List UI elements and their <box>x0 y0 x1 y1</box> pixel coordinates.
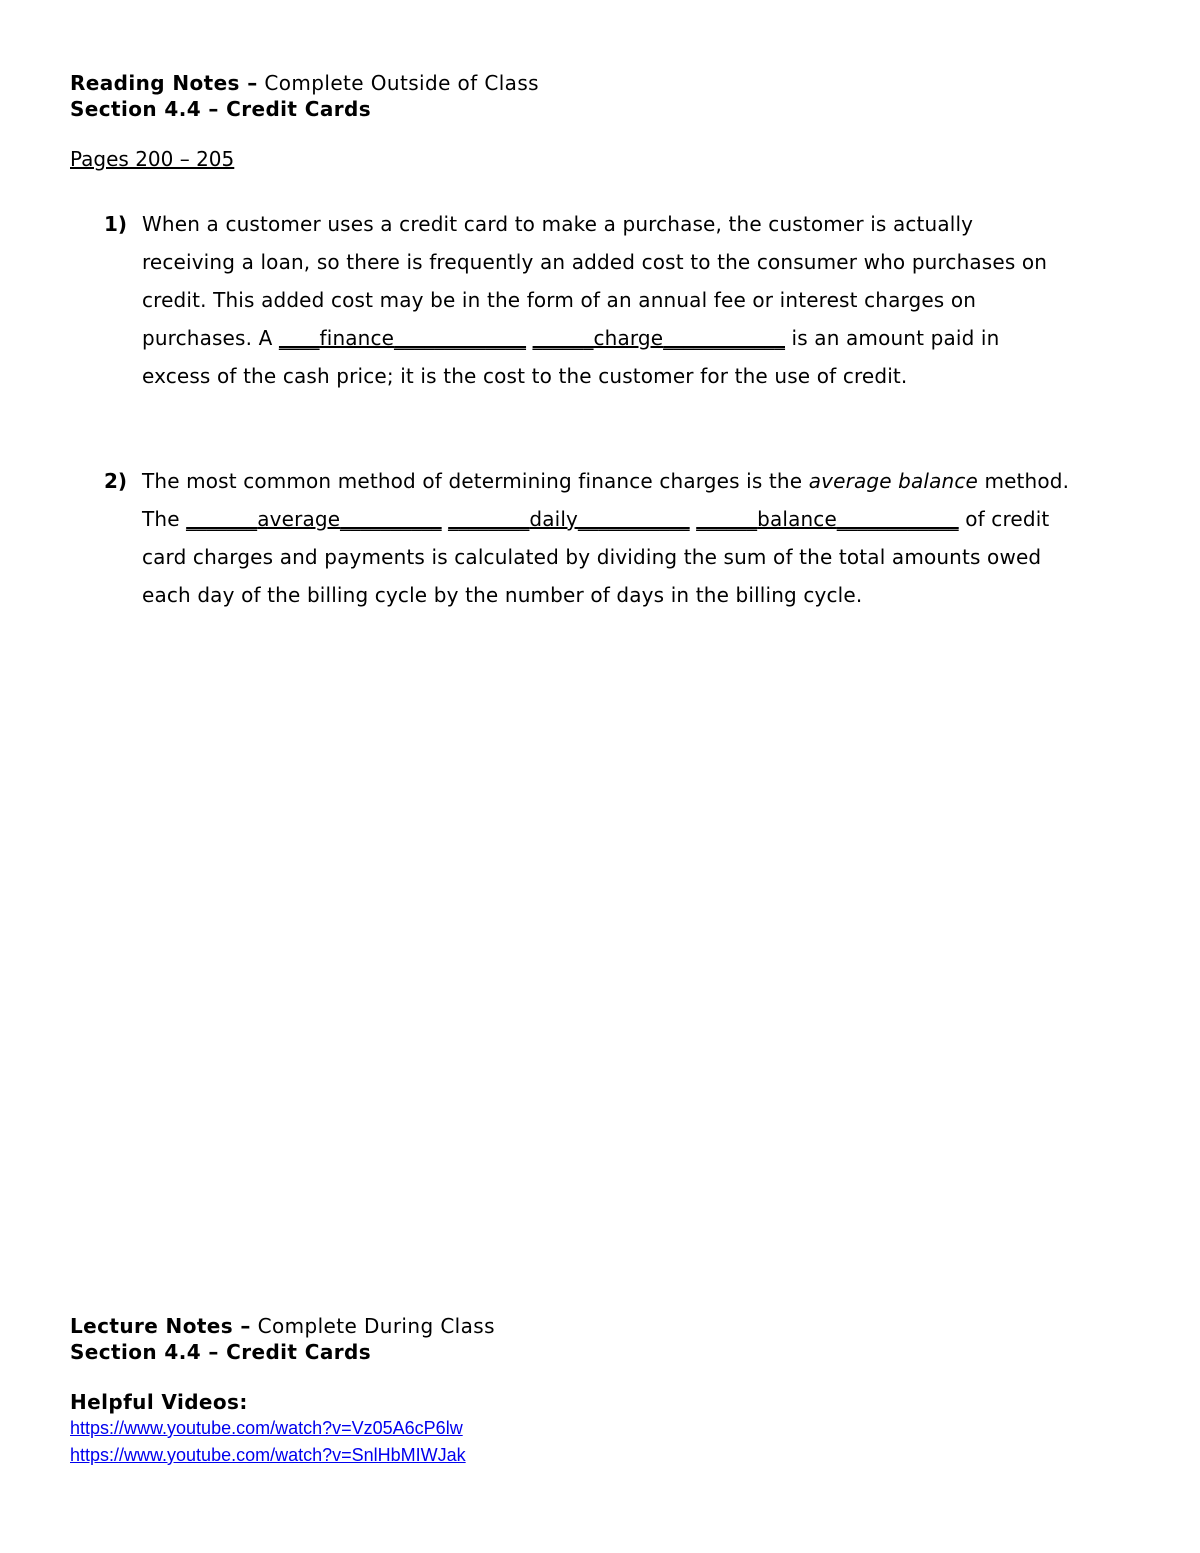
question-text-fragment: The most common method of determining finance charges is the <box>142 469 809 493</box>
reading-notes-heading <box>70 70 539 96</box>
blank-underline: ____________ <box>663 326 785 350</box>
emphasized-term: average balance <box>808 469 978 493</box>
blank-underline: __________ <box>340 507 442 531</box>
video-link-1[interactable]: https://www.youtube.com/watch?v=Vz05A6cP6lw <box>70 1418 463 1438</box>
blank-answer: finance <box>319 326 395 350</box>
lecture-notes-label: Lecture Notes – <box>70 1314 251 1338</box>
page-range: Pages 200 – 205 <box>70 147 235 171</box>
question-text-fragment: purchases. A <box>142 326 279 350</box>
lecture-notes-instruction: Complete During Class <box>257 1314 495 1338</box>
blank-underline: _______ <box>186 507 258 531</box>
question-text-fragment: is an amount paid in <box>785 326 1000 350</box>
lecture-notes-heading <box>70 1313 495 1339</box>
question-line: card charges and payments is calculated by dividing the sum of the total amounts owed <box>142 545 1042 569</box>
question-text <box>142 205 1144 395</box>
question-line: When a customer uses a credit card to make a purchase, the customer is actually <box>142 212 974 236</box>
blank-answer: daily <box>529 507 579 531</box>
question-line: each day of the billing cycle by the number of days in the billing cycle. <box>142 583 863 607</box>
video-link-2[interactable]: https://www.youtube.com/watch?v=SnlHbMIWJak <box>70 1445 466 1465</box>
helpful-videos-heading: Helpful Videos: <box>70 1390 248 1414</box>
blank-underline: ____________ <box>836 507 959 531</box>
blank-underline: _____________ <box>394 326 527 350</box>
question-number: 2) <box>104 469 128 493</box>
question-line: receiving a loan, so there is frequently an added cost to the consumer who purchases on <box>142 250 1048 274</box>
question-text-fragment: The <box>142 507 187 531</box>
answer-blank-balance <box>696 507 959 531</box>
question-line: credit. This added cost may be in the form of an annual fee or interest charges on <box>142 288 977 312</box>
answer-blank-daily <box>448 507 690 531</box>
blank-underline: ________ <box>448 507 530 531</box>
answer-blank-average <box>186 507 442 531</box>
blank-answer: charge <box>593 326 664 350</box>
question-text <box>142 462 1144 614</box>
blank-underline: ____ <box>278 326 320 350</box>
lecture-section-title: Section 4.4 – Credit Cards <box>70 1340 371 1364</box>
answer-blank-charge <box>533 326 785 350</box>
reading-notes-instruction: Complete Outside of Class <box>264 71 539 95</box>
question-line <box>142 319 1144 357</box>
question-text-fragment: method. <box>977 469 1070 493</box>
question-line <box>142 462 1144 500</box>
reading-notes-label: Reading Notes – <box>70 71 258 95</box>
question-number: 1) <box>104 212 128 236</box>
blank-underline: ______ <box>696 507 758 531</box>
question-line <box>142 500 1144 538</box>
question-text-fragment: of credit <box>958 507 1050 531</box>
blank-answer: average <box>257 507 341 531</box>
blank-answer: balance <box>757 507 837 531</box>
answer-blank-finance <box>279 326 526 350</box>
reading-section-title: Section 4.4 – Credit Cards <box>70 97 371 121</box>
blank-underline: ______ <box>532 326 594 350</box>
question-line: excess of the cash price; it is the cost to the customer for the use of credit. <box>142 364 908 388</box>
blank-underline: ___________ <box>578 507 690 531</box>
